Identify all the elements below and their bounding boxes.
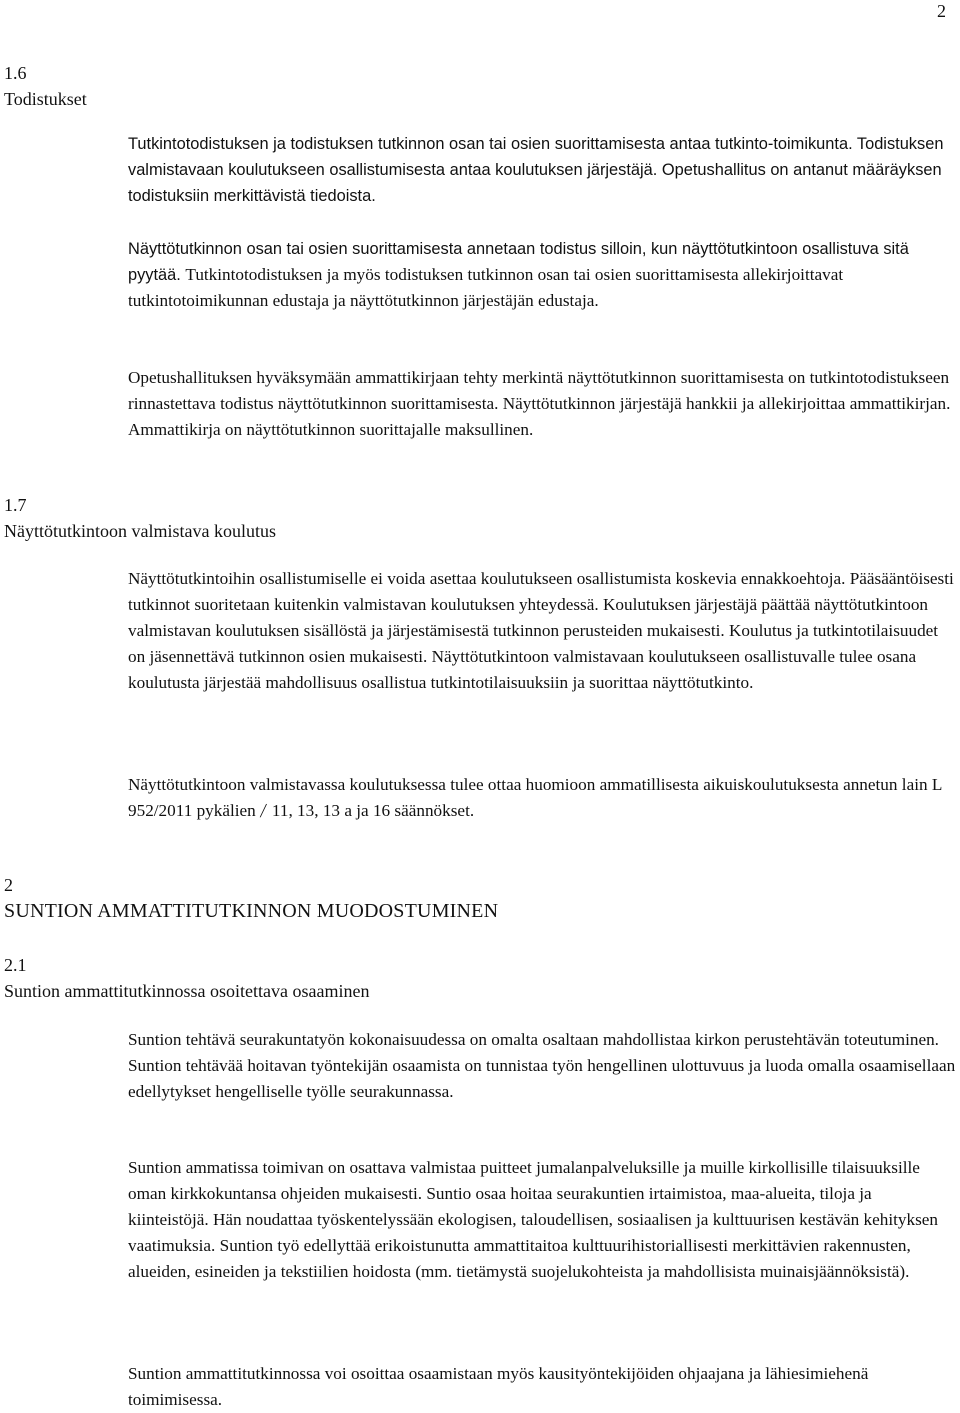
section-title: Suntion ammattitutkinnossa osoitettava osaaminen [4,981,370,1001]
paragraph: Opetushallituksen hyväksymään ammattikirjaan tehty merkintä näyttötutkinnon suorittamisesta on tutkintotodistukseen rinnastettava todistus näyttötutkinnon suorittamisesta. Näyttötutkinnon järjestäjä hankkii ja allekirjoittaa ammattikirjan. Ammattikirja on näyttötutkinnon suorittajalle maksullinen. [128,368,951,439]
section-title: Näyttötutkintoon valmistava koulutus [4,521,276,541]
section-heading-1-6 [4,60,87,112]
paragraph: Suntion tehtävä seurakuntatyön kokonaisuudessa on omalta osaltaan mahdollistaa kirkon perustehtävän toteutuminen. Suntion tehtävää hoitavan työntekijän osaamista on tunnistaa työn hengellinen ulottuvuus ja luoda omalla osaamisellaan edellytykset hengelliselle työlle seurakunnassa. [128,1030,956,1101]
paragraph [128,236,956,314]
section-heading-2 [4,872,498,924]
section-number: 2 [4,875,13,895]
paragraph: Tutkintotodistuksen ja todistuksen tutkinnon osan tai osien suorittamisesta antaa tutkinto-toimikunta. Todistuksen valmistavaan koulutukseen osallistumisesta antaa koulutuksen järjestäjä. Opetushallitus on antanut määräyksen todistuksiin merkittävistä tiedoista. [128,135,944,205]
paragraph: Näyttötutkintoihin osallistumiselle ei voida asettaa koulutukseen osallistumista koskevia ennakkoehtoja. Pääsääntöisesti tutkinnot suoritetaan kuitenkin valmistavan koulutuksen yhteydessä. Koulutuksen järjestäjä päättää näyttötutkintoon valmistavan koulutuksen sisällöstä ja järjestämisestä tutkinnon perusteiden mukaisesti. Koulutus ja tutkintotilaisuudet on jäsennettävä tutkinnon osien mukaisesti. Näyttötutkintoon valmistavaan koulutukseen osallistuvalle tulee osana koulutusta järjestää mahdollisuus osallistua tutkintotilaisuuksiin ja suorittaa näyttötutkinto. [128,569,954,692]
paragraph-part: Näyttötutkintoon valmistavassa koulutuksessa tulee ottaa huomioon ammatillisesta aikuiskoulutuksesta annetun lain L 952/2011 pykälien [128,775,942,820]
section-number: 2.1 [4,955,27,975]
section-heading-2-1 [4,952,369,1004]
paragraph-part: Tutkintotodistuksen ja myös todistuksen tutkinnon osan tai osien suorittamisesta allekirjoittavat tutkintotoimikunnan edustaja ja näyttötutkinnon järjestäjän edustaja. [128,265,844,310]
paragraph: Suntion ammatissa toimivan on osattava valmistaa puitteet jumalanpalveluksille ja muille kirkollisille tilaisuuksille oman kirkkokuntansa ohjeiden mukaisesti. Suntio osaa hoitaa seurakuntien irtaimistoa, maa-alueita, tiloja ja kiinteistöjä. Hän noudattaa työskentelyssään ekologisen, taloudellisen, sosiaalisen ja kulttuurisen kestävän kehityksen vaatimuksia. Suntion työ edellyttää erikoistunutta ammattitaitoa kulttuurihistoriallisesti merkittävien rakennusten, alueiden, esineiden ja tekstiilien hoidosta (mm. tietämystä suojelukohteista ja mahdollisista muinaisjäännöksistä). [128,1158,939,1281]
section-number: 1.6 [4,63,27,83]
section-number: 1.7 [4,495,27,515]
page-number: 2 [937,1,946,21]
paragraph: Suntion ammattitutkinnossa voi osoittaa osaamistaan myös kausityöntekijöiden ohjaajana ja lähiesimiehenä toimimisessa. [128,1364,869,1409]
section-sign-icon: / [258,797,268,824]
section-title: SUNTION AMMATTITUTKINNON MUODOSTUMINEN [4,900,499,922]
paragraph-part: 11, 13, 13 a ja 16 säännökset. [271,801,475,820]
paragraph-part: Näyttötutkinnon osan tai osien suorittamisesta annetaan todistus silloin, kun näyttötutkintoon osallistuva sitä pyytää. [128,240,909,284]
section-title: Todistukset [4,89,87,109]
section-heading-1-7 [4,492,276,544]
paragraph [128,772,956,824]
